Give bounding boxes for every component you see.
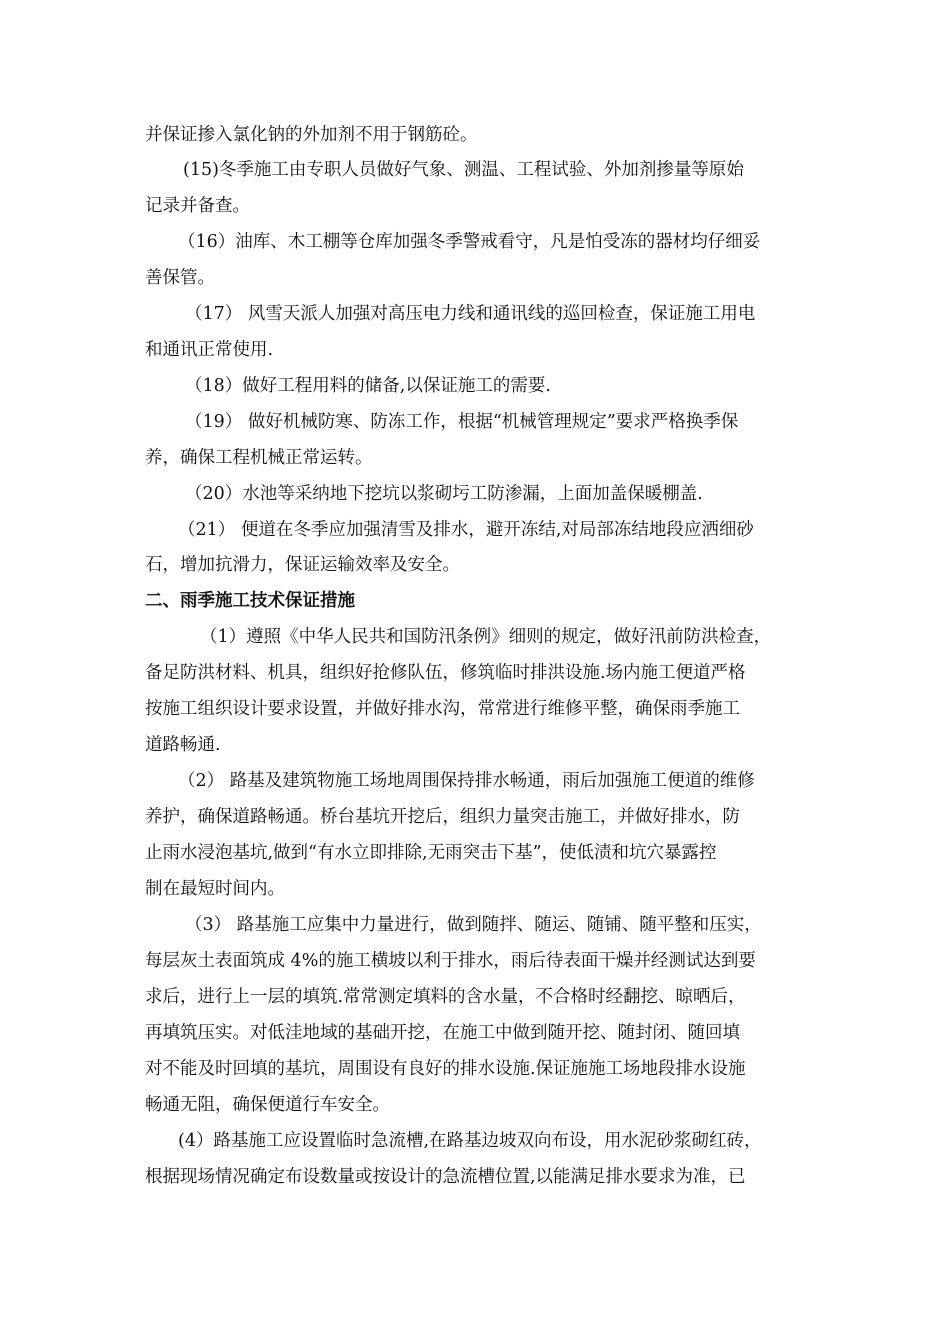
section-heading: 二、雨季施工技术保证措施 <box>145 591 355 611</box>
text-line: 道路畅通. <box>145 735 221 755</box>
text-line: (4）路基施工应设置临时急流槽,在路基边坡双向布设，用水泥砂浆砌红砖， <box>178 1131 762 1151</box>
text-line: 每层灰土表面筑成 4%的施工横坡以利于排水，雨后待表面干燥并经测试达到要 <box>145 951 756 971</box>
text-line: 畅通无阻，确保便道行车安全。 <box>145 1095 390 1115</box>
text-line: 记录并备查。 <box>145 196 250 216</box>
text-line: 止雨水浸泡基坑,做到“有水立即排除,无雨突击下基”，使低渍和坑穴暴露控 <box>145 843 717 863</box>
text-line: （18）做好工程用料的储备,以保证施工的需要. <box>185 376 551 396</box>
text-line: 求后，进行上一层的填筑.常常测定填料的含水量，不合格时经翻挖、晾晒后， <box>145 987 746 1007</box>
text-line: （17） 风雪天派人加强对高压电力线和通讯线的巡回检查，保证施工用电 <box>185 304 756 324</box>
text-line: （21） 便道在冬季应加强清雪及排水，避开冻结,对局部冻结地段应洒细砂 <box>178 520 754 540</box>
text-line: （3） 路基施工应集中力量进行，做到随拌、随运、随铺、随平整和压实， <box>185 915 762 935</box>
text-line: 养，确保工程机械正常运转。 <box>145 448 373 468</box>
text-line: （2） 路基及建筑物施工场地周围保持排水畅通，雨后加强施工便道的维修 <box>178 771 755 791</box>
text-line: 备足防洪材料、机具，组织好抢修队伍，修筑临时排洪设施.场内施工便道严格 <box>145 663 746 683</box>
text-line: （16）油库、木工棚等仓库加强冬季警戒看守，凡是怕受冻的器材均仔细妥 <box>178 232 761 252</box>
text-line: 养护，确保道路畅通。桥台基坑开挖后，组织力量突击施工，并做好排水，防 <box>145 807 740 827</box>
text-line: （1）遵照《中华人民共和国防汛条例》细则的规定，做好汛前防洪检查， <box>200 627 772 647</box>
text-line: (15)冬季施工由专职人员做好气象、测温、工程试验、外加剂掺量等原始 <box>183 160 744 180</box>
text-line: 和通讯正常使用. <box>145 340 274 360</box>
text-line: 并保证掺入氯化钠的外加剂不用于钢筋砼。 <box>145 125 478 145</box>
text-line: （19） 做好机械防寒、防冻工作，根据“机械管理规定”要求严格换季保 <box>185 412 739 432</box>
text-line: 再填筑压实。对低洼地域的基础开挖，在施工中做到随开挖、随封闭、随回填 <box>145 1023 740 1043</box>
text-line: 石，增加抗滑力，保证运输效率及安全。 <box>145 555 460 575</box>
text-line: 制在最短时间内。 <box>145 879 285 899</box>
text-line: （20）水池等采纳地下挖坑以浆砌圬工防渗漏，上面加盖保暖棚盖. <box>185 484 703 504</box>
text-line: 善保管。 <box>145 268 215 288</box>
text-line: 对不能及时回填的基坑，周围设有良好的排水设施.保证施施工场地段排水设施 <box>145 1059 746 1079</box>
text-line: 按施工组织设计要求设置，并做好排水沟，常常进行维修平整，确保雨季施工 <box>145 699 740 719</box>
text-line: 根据现场情况确定布设数量或按设计的急流槽位置,以能满足排水要求为准，已 <box>145 1167 746 1187</box>
